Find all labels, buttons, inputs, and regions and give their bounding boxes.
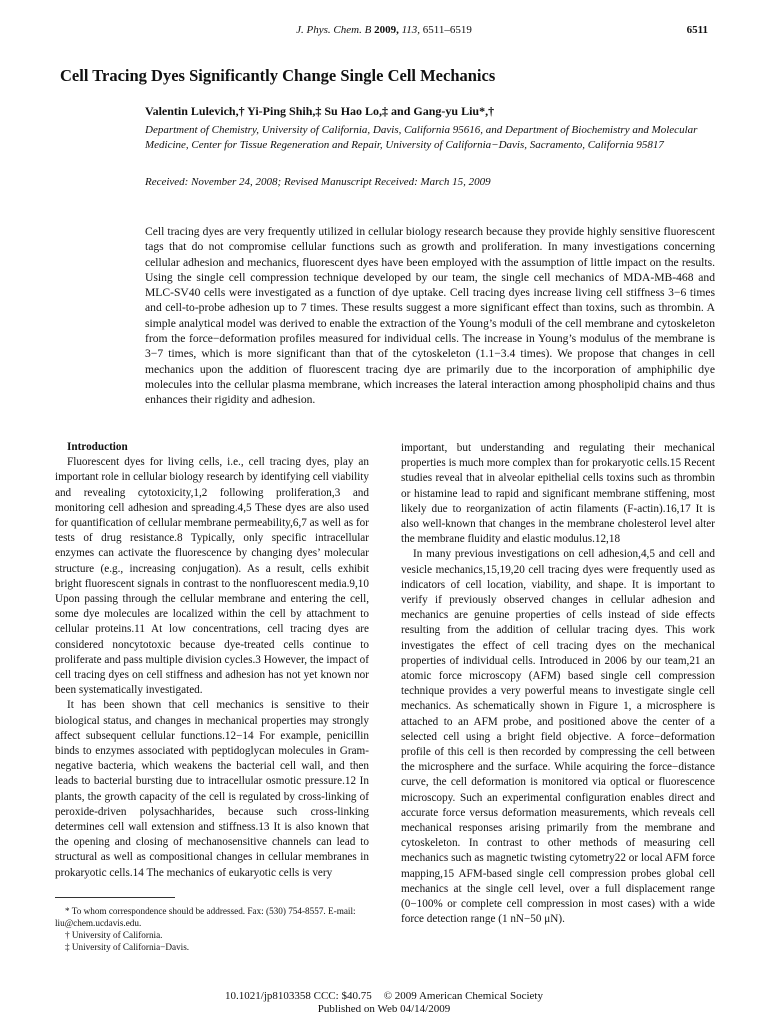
paragraph: Fluorescent dyes for living cells, i.e., cell tracing dyes, play an important role in cellular biology research by identifying cell viability and revealing cytotoxicity,1,2 following proliferation,3 and monitoring cell adhesion and spreading.4,5 These dyes are also used for quantification of cellular membrane permeability,6,7 as well as for tests of drug resistance.8 Typically, only specific intracellular enzymes can activate the fluorescence by changing dyes’ molecular structure (e.g., increasing conjugation). As a result, cells exhibit bright fluorescent signals in contrast to the nonfluorescent media.9,10 Upon passing through the cellular membrane and entering the cell, some dye molecules are localized within the cell by attachment to cellular proteins.11 At low concentrations, cell tracing dyes are considered noncytotoxic because dye-treated cells continue to proliferate and pass multiple division cycles.3 However, the impact of cell tracing dyes on cell stiffness and adhesion has not yet known nor been systematically investigated. bbox=[55, 456, 369, 697]
copyright: © 2009 American Chemical Society bbox=[383, 990, 543, 1002]
paragraph: important, but understanding and regulating their mechanical properties is much more complex than for prokaryotic cells.15 Recent studies reveal that in alveolar epithelial cells toxins such as thrombin or histamine lead to rapid and significant membrane stiffening, most likely due to reorganization of actin filaments (F-actin).16,17 It is also well-known that changes in the membrane cholesterol level alter the membrane fluidity and elastic modulus.12,18 bbox=[401, 442, 715, 546]
doi: 10.1021/jp8103358 CCC: $40.75 bbox=[225, 990, 372, 1002]
journal-volume: 113, bbox=[401, 24, 420, 36]
published-date: Published on Web 04/14/2009 bbox=[317, 1003, 451, 1015]
journal-pages: 6511–6519 bbox=[422, 24, 472, 36]
right-column bbox=[401, 441, 715, 928]
journal-year: 2009, bbox=[374, 24, 399, 36]
footnote-correspondence: * To whom correspondence should be addressed. Fax: (530) 754-8557. E-mail: liu@chem.ucdavis.edu. bbox=[55, 906, 356, 928]
left-column bbox=[55, 440, 369, 881]
paragraph: In many previous investigations on cell adhesion,4,5 and cell and vesicle mechanics,15,19,20 cell tracing dyes were frequently used as indicators of cell location, viability, and shape. It is important to verify if previously observed changes in cellular adhesion and mechanics are genuine properties of cells instead of side effects resulting from the addition of cellular tracing dyes. This work investigates the effect of cell tracing dyes on the mechanical properties of individual cells. Introduced in 2006 by our team,21 an atomic force microscopy (AFM) based single cell compression technique provides a very powerful means to investigate single cell mechanics. As schematically shown in Figure 1, a microsphere is attached to an AFM probe, and positioned above the center of a selected cell using a bright field objective. A force−deformation profile of this cell is then recorded by compressing the cell between the microsphere and the surface. While acquiring the force−distance curve, the cell deformation is monitored via optical or fluorescence microscopy. Such an experimental configuration enables direct and accurate force versus deformation measurements, which reveals cell mechanical responses arising primarily from the membrane and cytoskeleton. In contrast to other methods of measuring cell mechanics such as magnetic twisting cytometry22 or local AFM force mapping,15 AFM-based single cell compression probes global cell mechanics at the single cell level, over a full displacement range (0−100% or complete cell compression in most cases) with a wide force detection range (1 nN−50 μN). bbox=[401, 548, 715, 926]
journal-name: J. Phys. Chem. B bbox=[296, 24, 372, 36]
running-header bbox=[0, 24, 768, 36]
footnote-affiliation-1: † University of California. bbox=[65, 930, 163, 940]
article-title: Cell Tracing Dyes Significantly Change Single Cell Mechanics bbox=[60, 66, 496, 85]
author-list: Valentin Lulevich,† Yi-Ping Shih,‡ Su Hao Lo,‡ and Gang-yu Liu*,† bbox=[145, 104, 495, 118]
section-heading-introduction: Introduction bbox=[67, 441, 128, 453]
paragraph: It has been shown that cell mechanics is sensitive to their biological status, and changes in mechanical properties may strongly affect subsequent cellular functions.12−14 For example, penicillin binds to enzymes associated with peptidoglycan molecules in Gram-negative bacteria, which weakens the bacterial cell wall, and then leads to bacterial bursting due to intracellular osmotic pressure.12 In plants, the growth capacity of the cell is regulated by cross-linking of peroxide-driven polysachharides, because such cross-linking determines cell wall extension and stiffness.13 It is also known that the opening and closing of mechanosensitive channels can lead to structural as well as compositional changes in cellular membranes in prokaryotic cells.14 The mechanics of eukaryotic cells is very bbox=[55, 699, 369, 879]
footnote-affiliation-2: ‡ University of California−Davis. bbox=[65, 942, 190, 952]
affiliation: Department of Chemistry, University of California, Davis, California 95616, and Department of Biochemistry and Molecular Medicine, Center for Tissue Regeneration and Repair, University of California−Davis, Sacramento, California 95817 bbox=[145, 124, 698, 151]
abstract: Cell tracing dyes are very frequently utilized in cellular biology research because they provide highly sensitive fluorescent tags that do not compromise cellular functions such as growth and proliferation. In many investigations concerning cellular adhesion and mechanics, fluorescent dyes have been employed with the assumption of little impact on the results. Using the single cell compression technique developed by our team, the single cell mechanics of MDA-MB-468 and MLC-SV40 cells were investigated as a function of dye uptake. Cell tracing dyes increase living cell stiffness 3−6 times and cell-to-probe adhesion up to 7 times. These results suggest a more significant effect than toxins, such as thrombin. A simple analytical model was derived to enable the extraction of the Young’s moduli of the cell membrane and cytoskeleton from the force−deformation profiles measured for individual cells. The increase in Young’s modulus of the membrane is 3−7 times, which is more significant than that of the cytoskeleton (1.1−3.4 times). We propose that changes in cell mechanics upon the addition of fluorescent tracing dye are primarily due to the incorporation of amphiphilic dye molecules into the cellular plasma membrane, which increases the lateral interaction among phospholipid chains and thus enhances their rigidity and adhesion. bbox=[145, 225, 715, 407]
page-number: 6511 bbox=[686, 24, 708, 36]
footnote-divider bbox=[55, 897, 175, 898]
footnotes bbox=[55, 905, 385, 953]
doi-line bbox=[0, 990, 768, 1002]
received-dates: Received: November 24, 2008; Revised Manuscript Received: March 15, 2009 bbox=[145, 176, 491, 188]
